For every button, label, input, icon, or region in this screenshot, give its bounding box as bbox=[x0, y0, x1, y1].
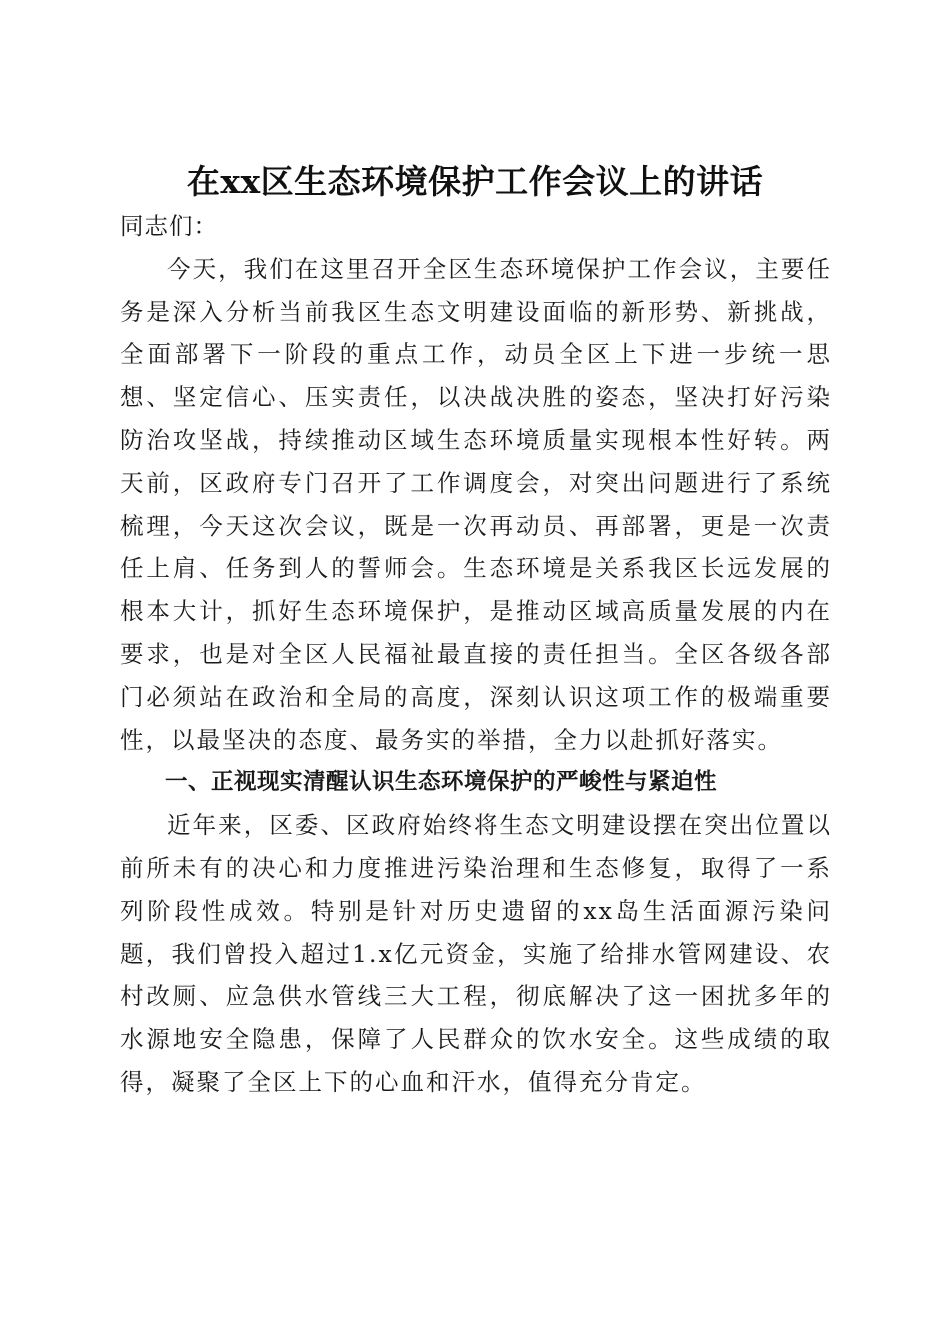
document-title: 在xx区生态环境保护工作会议上的讲话 bbox=[186, 162, 764, 202]
section-heading: 一、正视现实清醒认识生态环境保护的严峻性与紧迫性 bbox=[165, 769, 718, 796]
opening-paragraph: 今天，我们在这里召开全区生态环境保护工作会议，主要任务是深入分析当前我区生态文明建设面临的新形势、新挑战，全面部署下一阶段的重点工作，动员全区上下进一步统一思想、坚定信心、压实责任，以决战决胜的姿态，坚决打好污染防治攻坚战，持续推动区域生态环境质量实现根本性好转。两天前，区政府专门召开了工作调度会，对突出问题进行了系统梳理，今天这次会议，既是一次再动员、再部署，更是一次责任上肩、任务到人的誓师会。生态环境是关系我区长远发展的根本大计，抓好生态环境保护，是推动区域高质量发展的内在要求，也是对全区人民福祉最直接的责任担当。全区各级各部门必须站在政治和全局的高度，深刻认识这项工作的极端重要性，以最坚决的态度、最务实的举措，全力以赴抓好落实。 bbox=[120, 254, 832, 754]
document-body bbox=[120, 205, 832, 1104]
salutation: 同志们： bbox=[120, 212, 218, 240]
section-paragraph: 近年来，区委、区政府始终将生态文明建设摆在突出位置以前所未有的决心和力度推进污染治理和生态修复，取得了一系列阶段性成效。特别是针对历史遗留的xx岛生活面源污染问题，我们曾投入超过1.x亿元资金，实施了给排水管网建设、农村改厕、应急供水管线三大工程，彻底解决了这一困扰多年的水源地安全隐患，保障了人民群众的饮水安全。这些成绩的取得，凝聚了全区上下的心血和汗水，值得充分肯定。 bbox=[120, 811, 832, 1096]
